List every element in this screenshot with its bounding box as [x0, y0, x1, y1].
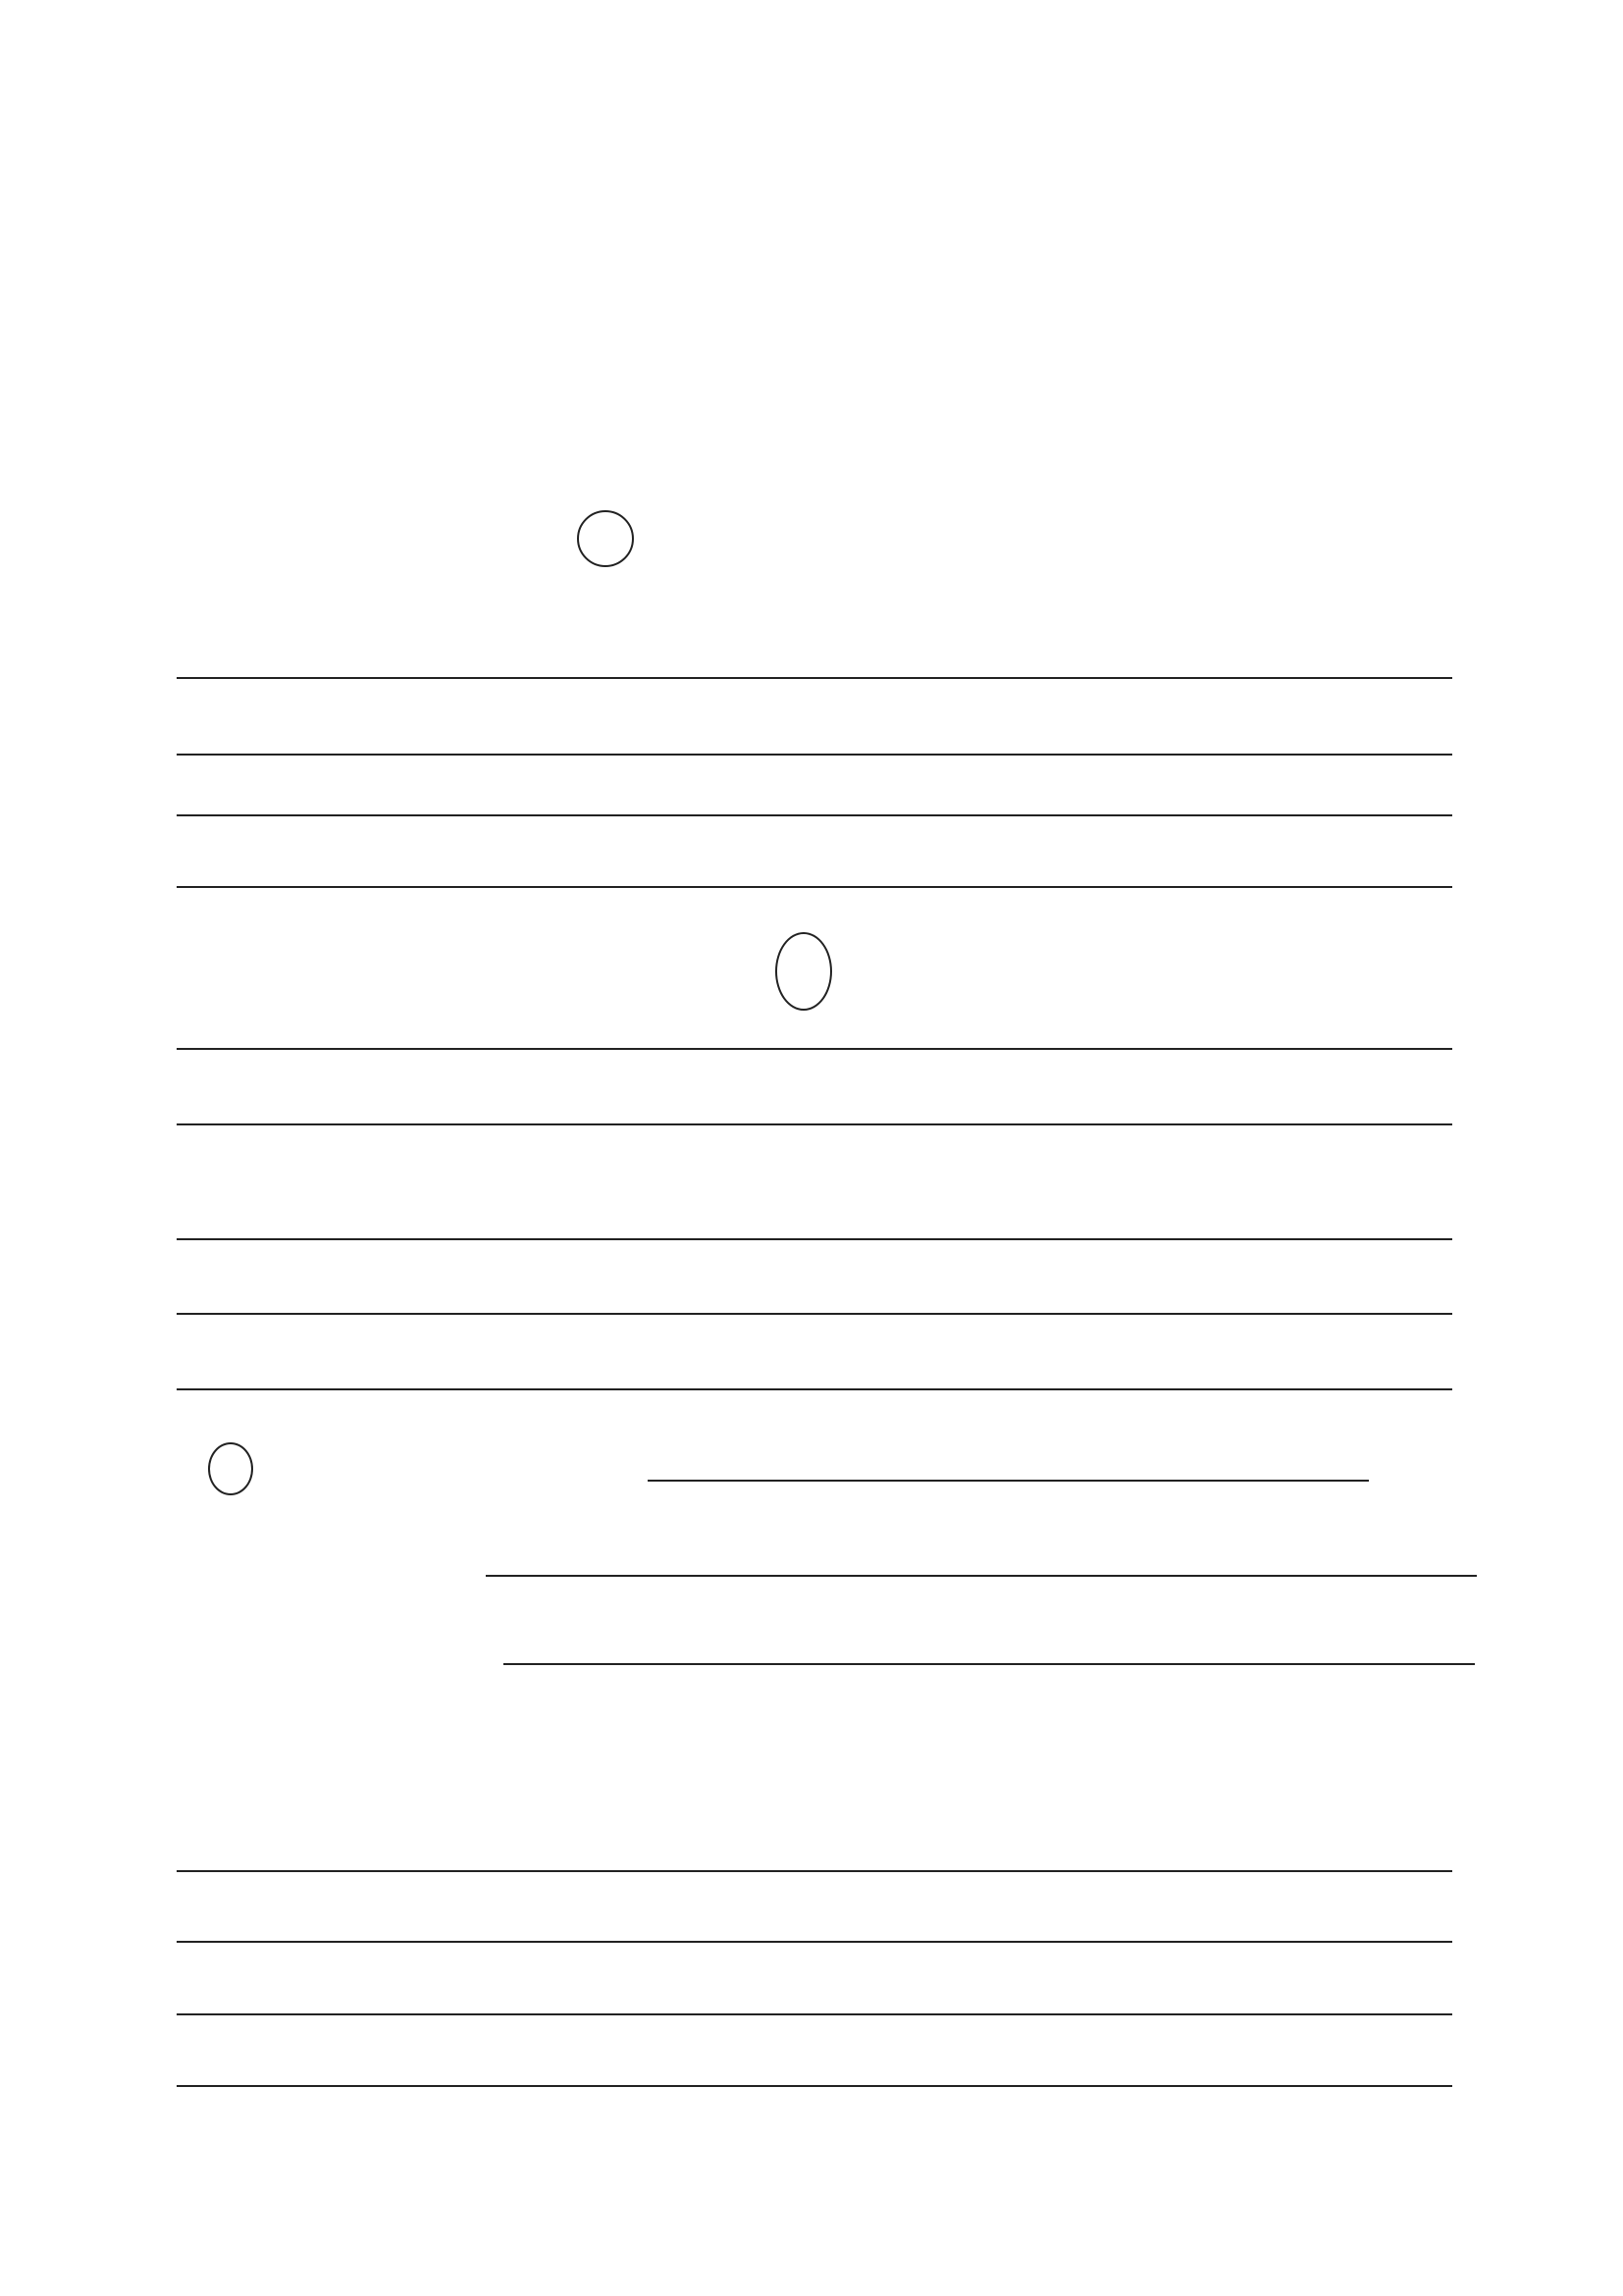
bottom-star-border	[0, 2210, 1623, 2278]
answer-line[interactable]	[177, 754, 1452, 756]
q1-answer-circle	[577, 510, 634, 567]
answer-line[interactable]	[177, 1123, 1452, 1125]
answer-line[interactable]	[177, 1313, 1452, 1315]
yes-detail-line[interactable]	[486, 1575, 1477, 1577]
answer-line[interactable]	[177, 2013, 1452, 2015]
answer-line[interactable]	[177, 1048, 1452, 1050]
answer-line[interactable]	[177, 1388, 1452, 1390]
left-star-border	[61, 0, 130, 2296]
no-detail-line[interactable]	[503, 1663, 1475, 1665]
answer-line[interactable]	[177, 1870, 1452, 1872]
answer-line[interactable]	[177, 2085, 1452, 2087]
answer-line[interactable]	[177, 677, 1452, 679]
top-star-border	[0, 18, 1623, 86]
right-star-border	[1536, 0, 1604, 2296]
answer-line[interactable]	[177, 886, 1452, 888]
other-answer-line[interactable]	[648, 1480, 1369, 1482]
answer-line[interactable]	[177, 814, 1452, 816]
q4-answer-circle	[208, 1442, 253, 1495]
q2-answer-circle	[775, 932, 832, 1011]
answer-line[interactable]	[177, 1941, 1452, 1943]
answer-line[interactable]	[177, 1238, 1452, 1240]
